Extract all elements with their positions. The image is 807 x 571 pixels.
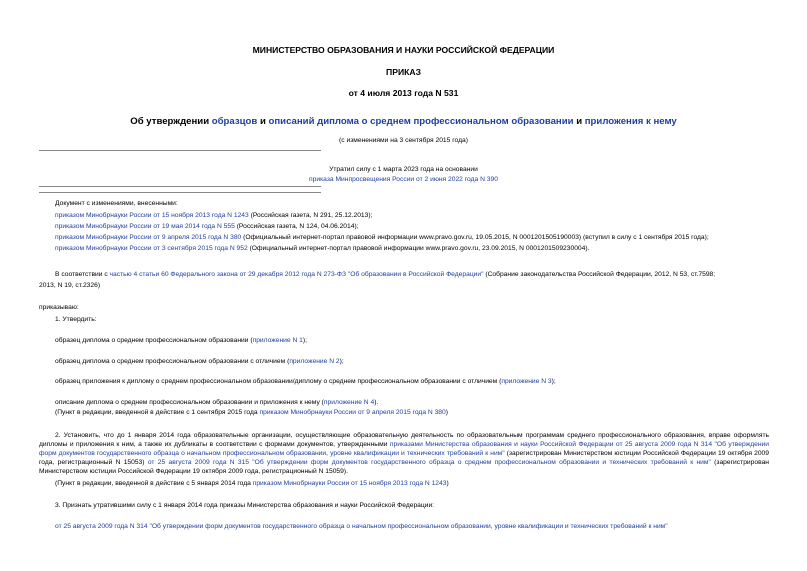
note-text: (Пункт в редакции, введенной в действие с 1 сентября 2015 года <box>55 409 260 416</box>
preamble-text: В соответствии с <box>55 271 110 278</box>
preamble-line-2: 2013, N 19, ст.2326) <box>39 282 101 289</box>
note-text: (Пункт в редакции, введенной в действие с 5 января 2014 года <box>55 480 253 487</box>
item-text: описание диплома о среднем профессиональном образовании и приложения к нему ( <box>55 399 324 406</box>
lost-force-link-line <box>0 175 807 184</box>
item3-list-item <box>39 522 769 531</box>
appendix-4-link[interactable]: приложение N 4 <box>323 399 375 406</box>
appendix-3-link[interactable]: приложение N 3 <box>501 378 552 385</box>
item3-heading: 3. Признать утратившими силу с 1 января 2014 года приказы Министерства образования и науки Российской Федерации: <box>55 502 435 509</box>
item1-description-d <box>55 398 378 407</box>
appendix-2-link[interactable]: приложение N 2 <box>289 358 340 365</box>
lost-force-link[interactable]: приказа Минпросвещения России от 2 июня 2022 года N 390 <box>309 176 498 183</box>
item-text: образец диплома о среднем профессиональном образовании с отличием ( <box>55 358 290 365</box>
item-text: образец диплома о среднем профессиональном образовании ( <box>55 337 253 344</box>
item1-sample-b <box>55 357 344 366</box>
amendment-item <box>55 222 359 231</box>
title-text: и <box>257 116 269 127</box>
law-link[interactable]: частью 4 статьи 60 Федерального закона от 29 декабря 2012 года N 273-ФЗ "Об образовании в Российской Федерации" <box>109 271 484 278</box>
amendment-item <box>55 211 372 220</box>
item2-paragraph <box>39 431 769 476</box>
amendment-link[interactable]: приказом Минобрнауки России от 3 сентября 2015 года N 952 <box>55 245 248 252</box>
order-314-link[interactable]: приказами Министерства образования и науки Российской Федерации от 25 августа 2009 года N 314 "Об утверждении форм документов государственного образца о начальном профессиональном образовании, уровне квалификации и технических требований к ним" <box>39 441 769 457</box>
title-text: и <box>573 116 585 127</box>
title-link-descriptions[interactable]: описаний диплома о среднем профессиональном образовании <box>268 116 574 127</box>
note-text: ) <box>445 409 448 416</box>
amendment-text: (Официальный интернет-портал правовой информации www.pravo.gov.ru, 19.05.2015, N 0001201505190003) (вступил в силу с 1 сентября 2015 года); <box>241 234 709 241</box>
item-text: ); <box>339 358 344 365</box>
item-text: ). <box>374 399 379 406</box>
item1-sample-c <box>55 377 556 386</box>
item2-edit-note <box>55 479 449 488</box>
amendment-link[interactable]: приказом Минобрнауки России от 15 ноября 2013 года N 1243 <box>55 212 249 219</box>
item2-text: (зарегистрирован Министерством юстиции Российской Федерации 19 октября 2009 года, регистрационный N 15053) <box>39 450 769 466</box>
changes-note: (с изменениями на 3 сентября 2015 года) <box>339 137 468 144</box>
title-link-samples[interactable]: образцов <box>211 116 258 127</box>
preamble-text: (Собрание законодательства Российской Федерации, 2012, N 53, ст.7598; <box>483 271 716 278</box>
document-date-number: от 4 июля 2013 года N 531 <box>348 88 459 98</box>
lost-force-text: Утратил силу с 1 марта 2023 года на основании <box>329 166 478 173</box>
note-text: ) <box>446 480 449 487</box>
order-315-link[interactable]: от 25 августа 2009 года N 315 "Об утверждении форм документов государственного образца о среднем профессиональном образовании и технических требований к ним" <box>147 459 711 466</box>
appendix-1-link[interactable]: приложение N 1 <box>252 337 303 344</box>
order-380-link[interactable]: приказом Минобрнауки России от 9 апреля 2015 года N 380 <box>259 409 446 416</box>
preamble-line <box>55 270 715 279</box>
item1-heading: 1. Утвердить: <box>55 316 97 323</box>
repealed-order-314-link[interactable]: от 25 августа 2009 года N 314 "Об утверждении форм документов государственного образца о начальном профессиональном образовании, уровне квалификации и технических требований к ним" <box>55 523 668 530</box>
amendment-text: (Официальный интернет-портал правовой информации www.pravo.gov.ru, 23.09.2015, N 0001201509230004). <box>247 245 590 252</box>
item1-sample-a <box>55 336 307 345</box>
divider <box>39 186 321 187</box>
amendment-link[interactable]: приказом Минобрнауки России от 19 мая 2014 года N 555 <box>55 223 235 230</box>
document-type: ПРИКАЗ <box>386 67 421 77</box>
item-text: ); <box>302 337 307 344</box>
item-text: ); <box>551 378 556 385</box>
title-link-appendix[interactable]: приложения к нему <box>584 116 677 127</box>
amendment-item <box>55 233 709 242</box>
item1-edit-note <box>55 408 448 417</box>
item2-text: (зарегистрирован Министерством юстиции Российской Федерации 19 октября 2009 года, регистрационный N 15059). <box>39 459 769 475</box>
title-text: Об утверждении <box>130 116 212 127</box>
amendment-item <box>55 244 589 253</box>
divider <box>39 150 321 151</box>
item-text: образец приложения к диплому о среднем профессиональном образовании/диплому о среднем профессиональном образовании с отличием ( <box>55 378 502 385</box>
ministry-name: МИНИСТЕРСТВО ОБРАЗОВАНИЯ И НАУКИ РОССИЙСКОЙ ФЕДЕРАЦИИ <box>252 45 555 55</box>
item2-text: 2. Установить, что до 1 января 2014 года образовательные организации, осуществляющие образовательную деятельность по образовательным программам среднего профессионального образования, вправе оформлять дипломы и приложения к ним, а также их дубликаты в соответствии с формами документов, утвержденными <box>39 432 769 448</box>
order-1243-link[interactable]: приказом Минобрнауки России от 15 ноября 2013 года N 1243 <box>252 480 447 487</box>
document-title <box>0 116 807 127</box>
amendment-link[interactable]: приказом Минобрнауки России от 9 апреля 2015 года N 380 <box>55 234 242 241</box>
divider <box>39 192 321 193</box>
order-word: приказываю: <box>39 304 79 311</box>
amendment-text: (Российская газета, N 291, 25.12.2013); <box>248 212 373 219</box>
amendment-text: (Российская газета, N 124, 04.06.2014); <box>234 223 359 230</box>
amendments-intro: Документ с изменениями, внесенными: <box>55 200 178 207</box>
